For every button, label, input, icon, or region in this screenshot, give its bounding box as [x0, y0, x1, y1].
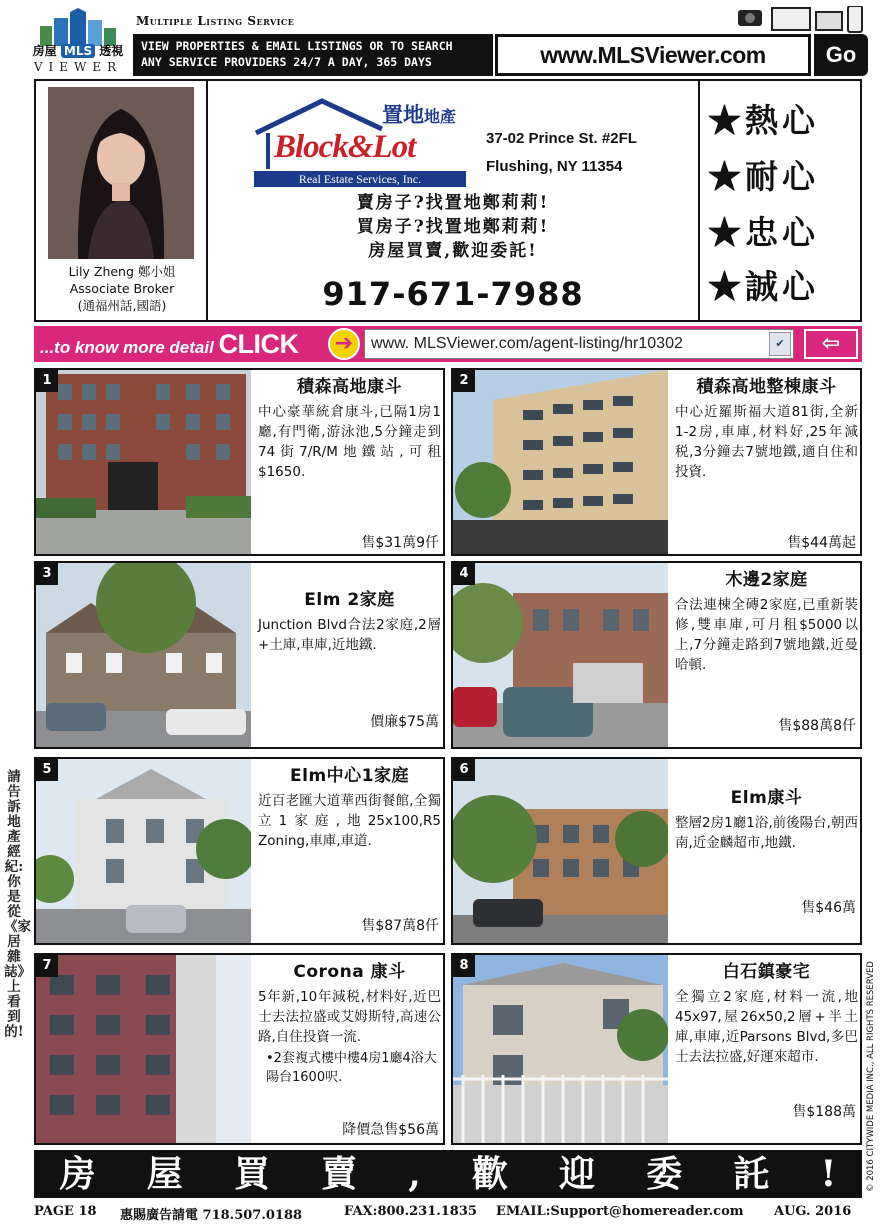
agent-photo-column — [36, 81, 208, 320]
virtue-3 — [708, 207, 819, 254]
listing-photo — [453, 563, 668, 747]
virtue-text: 熱心 — [745, 101, 819, 140]
click-label[interactable]: CLICK — [218, 329, 299, 359]
virtue-text: 忠心 — [745, 213, 819, 252]
agent-info — [36, 263, 208, 314]
listing-photo — [36, 759, 251, 943]
address-line-1: 37-02 Prince St. #2FL — [486, 130, 637, 147]
banner-char: 委 — [646, 1153, 683, 1195]
listing-card[interactable] — [34, 757, 445, 945]
banner-char: 房 — [59, 1153, 96, 1195]
mls-title: Multiple Listing Service — [136, 14, 295, 28]
listing-card[interactable] — [34, 368, 445, 556]
issue-date: AUG. 2016 — [774, 1204, 852, 1219]
company-address — [486, 125, 637, 181]
copyright-notice: © 2016 CITYWIDE MEDIA INC., ALL RIGHTS RESERVED — [866, 961, 876, 1192]
logo-cn: 房屋 — [32, 44, 57, 58]
side-note-left: 請告訴地產經紀:你是從《家居雜誌》上看到的! — [4, 769, 31, 1040]
listing-number: 6 — [453, 759, 475, 781]
tagline-line-2: ANY SERVICE PROVIDERS 24/7 A DAY, 365 DAYS — [141, 55, 432, 69]
listing-number: 4 — [453, 563, 475, 585]
virtues-column — [698, 81, 860, 320]
listing-photo — [36, 955, 251, 1143]
virtue-2 — [708, 151, 819, 198]
listing-number: 3 — [36, 563, 58, 585]
agent-title: Associate Broker — [69, 281, 175, 296]
click-bar-lead — [40, 330, 299, 362]
tagline-bar — [133, 34, 493, 76]
banner-char: 買 — [233, 1153, 270, 1195]
agent-card — [34, 79, 862, 322]
agent-name: Lily Zheng 鄭小姐 — [68, 264, 176, 279]
go-button[interactable]: Go — [814, 34, 868, 76]
listing-title: Elm中心1家庭 — [290, 766, 409, 786]
logo-cn2: 透視 — [99, 44, 124, 58]
house-photo — [453, 563, 668, 747]
listing-number: 7 — [36, 955, 58, 977]
arrow-right-icon[interactable]: ➔ — [328, 328, 360, 360]
slogan-2: 買房子?找置地鄭莉莉! — [356, 217, 550, 237]
agent-photo — [48, 87, 194, 259]
building-photo — [453, 759, 668, 943]
listing-price: 降價急售$56萬 — [342, 1122, 439, 1138]
building-photo — [36, 955, 251, 1143]
listing-number: 5 — [36, 759, 58, 781]
company-column — [208, 81, 698, 320]
virtue-1 — [708, 95, 819, 142]
star-icon: ★ — [708, 267, 745, 306]
slogan-3: 房屋買賣,歡迎委託! — [368, 241, 538, 261]
virtue-text: 誠心 — [745, 267, 819, 306]
star-icon: ★ — [708, 213, 745, 252]
slogans — [208, 191, 698, 263]
listing-description: 5年新,10年減税,材料好,近巴士去法拉盛或艾姆斯特,高速公路,自住投資一流. — [258, 989, 441, 1045]
listing-title: 白石鎮豪宅 — [722, 962, 811, 982]
banner-char: 迎 — [559, 1153, 596, 1195]
buildings-icon — [38, 8, 118, 46]
listing-description: Junction Blvd合法2家庭,2層+土庫,車庫,近地鐵. — [258, 617, 441, 653]
banner-char: 託 — [733, 1153, 770, 1195]
company-subtitle: Real Estate Services, Inc. — [254, 171, 466, 187]
building-photo — [453, 370, 668, 554]
tagline-line-1: VIEW PROPERTIES & EMAIL LISTINGS OR TO SEARCH — [141, 39, 453, 53]
listing-title: Corona 康斗 — [293, 962, 406, 982]
company-cn-name — [382, 99, 456, 129]
listing-number: 1 — [36, 370, 58, 392]
listing-description: 整層2房1廳1浴,前後陽台,朝西南,近金麟超市,地鐵. — [675, 815, 858, 851]
listing-card[interactable] — [34, 561, 445, 749]
banner-char: 歡 — [471, 1153, 508, 1195]
listing-description: 近百老匯大道華西街餐館,全獨立1家庭,地25x100,R5 Zoning,車庫,車道. — [258, 793, 441, 849]
agent-portrait-image — [48, 87, 194, 259]
listing-description: 全獨立2家庭,材料一流,地45x97,屋26x50,2層+半土庫,車庫,近Parsons Blvd,多巴士去法拉盛,好運來超市. — [675, 989, 858, 1065]
listing-card[interactable] — [451, 757, 862, 945]
virtue-4 — [708, 261, 819, 308]
listing-photo — [453, 370, 668, 554]
listing-photo — [453, 759, 668, 943]
building-photo — [36, 370, 251, 554]
company-cn-small: 地產 — [424, 107, 457, 126]
banner-char: 屋 — [146, 1153, 183, 1195]
listing-price: 售$188萬 — [792, 1104, 856, 1120]
listing-photo — [36, 563, 251, 747]
listing-card[interactable] — [34, 953, 445, 1145]
listing-text — [258, 959, 441, 1139]
listing-price: 售$87萬8仟 — [361, 918, 439, 934]
site-url-link[interactable]: www.MLSViewer.com — [495, 34, 811, 76]
click-lead-text: ...to know more detail — [40, 338, 219, 357]
listing-price: 價廉$75萬 — [370, 714, 439, 730]
listing-description: 中心近羅斯福大道81街,全新1-2房,車庫,材料好,25年減税,3分鐘去7號地鐵,適自住和投資. — [675, 404, 858, 480]
bottom-banner — [34, 1150, 862, 1198]
email-address[interactable]: EMAIL:Support@homereader.com — [496, 1204, 744, 1219]
logo-text — [28, 42, 128, 59]
dropdown-icon[interactable]: ✔ — [769, 332, 791, 356]
banner-char: , — [408, 1153, 421, 1195]
agent-phone[interactable]: 917-671-7988 — [322, 275, 584, 313]
agent-listing-url[interactable]: www. MLSViewer.com/agent-listing/hr10302 — [371, 335, 683, 352]
listing-title: Elm 2家庭 — [304, 590, 395, 610]
house-photo — [36, 563, 251, 747]
agent-listing-url-field[interactable] — [364, 329, 794, 359]
listing-price: 售$46萬 — [801, 900, 856, 916]
listing-photo — [36, 370, 251, 554]
listing-card[interactable] — [451, 561, 862, 749]
ad-phone: 惠賜廣告請電 718.507.0188 — [120, 1208, 303, 1223]
page-footer — [34, 1204, 862, 1224]
block-lot-logo[interactable] — [252, 93, 467, 186]
listing-text — [675, 374, 858, 554]
logo-viewer: VIEWER — [33, 60, 123, 74]
listing-price: 售$31萬9仟 — [361, 535, 439, 551]
listing-photo — [453, 955, 668, 1143]
listing-description: 合法連棟全磚2家庭,已重新裝修,雙車庫,可月租$5000以上,7分鐘走路到7號地鐵,近曼哈頓. — [675, 597, 858, 673]
star-icon: ★ — [708, 157, 745, 196]
house-photo — [453, 955, 668, 1143]
slogan-1: 賣房子?找置地鄭莉莉! — [356, 193, 550, 213]
listing-number: 8 — [453, 955, 475, 977]
listing-title: 積森高地整棟康斗 — [696, 377, 837, 397]
logo-mls: MLS — [61, 44, 95, 58]
company-name: Block&Lot — [274, 129, 416, 165]
listing-title: Elm康斗 — [730, 788, 803, 808]
page-header — [8, 6, 888, 76]
listing-card[interactable] — [451, 368, 862, 556]
house-photo — [36, 759, 251, 943]
address-line-2: Flushing, NY 11354 — [486, 158, 623, 175]
star-icon: ★ — [708, 101, 745, 140]
mls-viewer-logo[interactable] — [28, 8, 128, 78]
devices-icon — [738, 6, 868, 34]
listing-text — [258, 374, 441, 554]
banner-char: 賣 — [321, 1153, 358, 1195]
agent-languages: (通福州話,國語) — [77, 298, 167, 313]
listing-title: 木邊2家庭 — [725, 570, 808, 590]
back-arrow-button[interactable]: ⇦ — [804, 329, 858, 359]
listing-number: 2 — [453, 370, 475, 392]
listing-card[interactable] — [451, 953, 862, 1145]
listing-price: 售$88萬8仟 — [778, 718, 856, 734]
listing-price: 售$44萬起 — [787, 535, 856, 551]
virtue-text: 耐心 — [745, 157, 819, 196]
banner-char: ! — [820, 1153, 837, 1195]
company-cn: 置地 — [382, 102, 424, 127]
fax-number: FAX:800.231.1835 — [344, 1204, 477, 1219]
click-bar — [34, 326, 862, 362]
listing-title: 積森高地康斗 — [297, 377, 402, 397]
listing-bullet: •2套複式樓中樓4房1廳4浴大陽台1600呎. — [266, 1051, 437, 1085]
listing-description: 中心豪華統倉康斗,已隔1房1廳,有門衛,游泳池,5分鐘走到74街7/R/M地鐵站,可租$1650. — [258, 404, 441, 480]
page-number: PAGE 18 — [34, 1204, 97, 1219]
